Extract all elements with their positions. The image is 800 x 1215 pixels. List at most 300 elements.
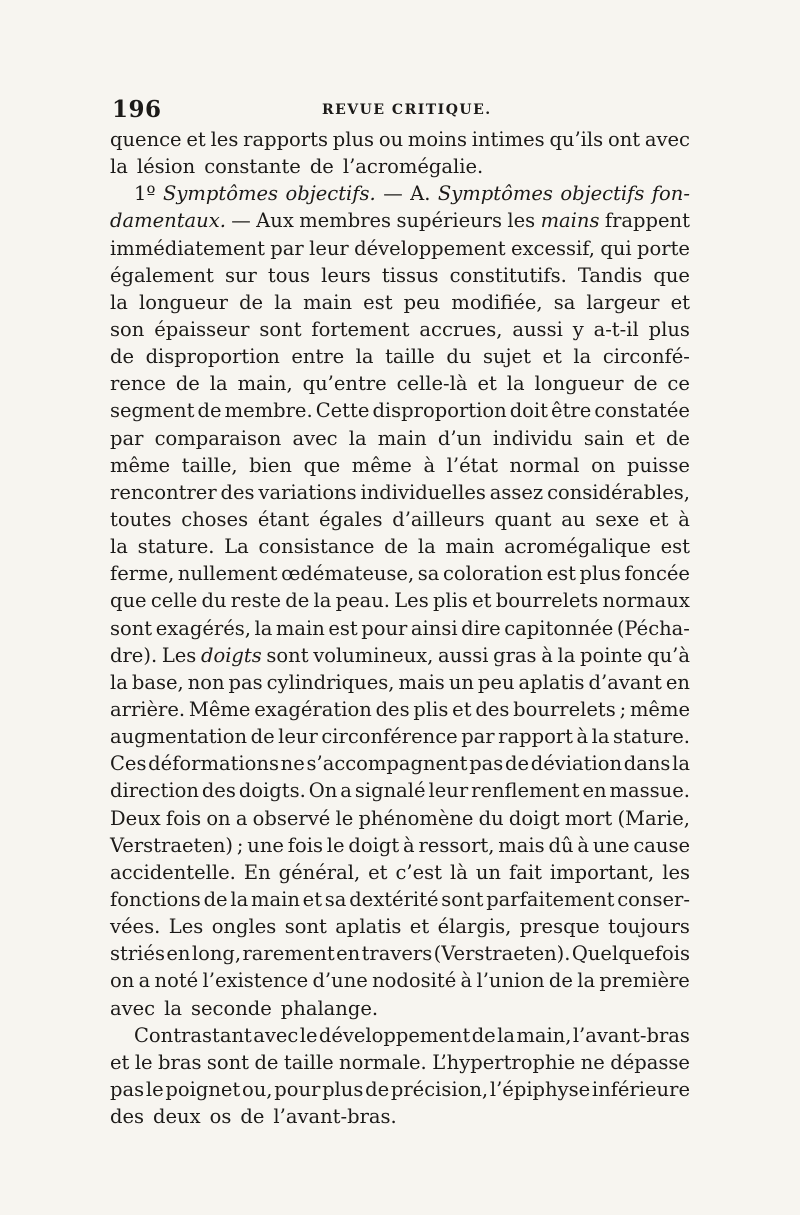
word: quence [110,128,182,151]
word: la [110,155,128,179]
word: bien [249,453,292,477]
word: a [138,969,151,993]
word: sexe [595,507,640,531]
word: segment [110,399,195,423]
word: ce [667,372,690,396]
word: la [355,345,374,369]
word: pour [274,1077,321,1101]
word: disproportion [372,399,507,423]
word: par [110,426,144,450]
text-line [110,180,690,207]
word: l’acromégalie. [342,155,484,179]
word: inférieure [591,1077,690,1101]
word: La [224,535,249,559]
word: c’est [395,860,443,884]
text-line [110,370,690,397]
word: accidentelle. [110,860,236,884]
word: pointe [580,643,643,667]
word: A. [410,182,431,206]
word: élargis, [437,915,512,939]
word: et [477,372,497,396]
word: la [497,1023,515,1047]
word: l’épiphyse [489,1077,591,1101]
word: individu [492,426,573,450]
word: circonfé- [602,345,690,369]
word: plus [579,562,621,586]
word: déformations [148,752,279,776]
word: nodosité [372,969,457,993]
word: la [557,643,576,667]
word: porte [637,236,690,260]
word: y [572,317,584,341]
word: fois [165,806,202,830]
word: de [197,399,222,423]
word: des [220,480,255,504]
word: œdémateuse, [281,562,415,586]
word: à [460,969,473,993]
word: coloration [443,562,543,586]
word: d’avant [588,670,662,694]
word: et [409,915,430,939]
word: individuelles [360,480,486,504]
word: est [660,535,690,559]
word: constitutifs. [449,263,567,287]
word: arrière. [110,697,186,721]
running-title: REVUE CRITIQUE. [322,102,492,118]
word: celle-là [396,372,468,396]
word: striés [110,942,165,966]
word: sont [266,643,309,667]
word: massue. [609,779,690,803]
word: un [448,670,474,694]
word: phalange. [280,996,379,1020]
word: leur [428,779,469,803]
word: doigt [348,833,400,857]
word: base, [131,670,184,694]
word: main, [516,1023,572,1047]
text-line [110,1076,690,1103]
word: la [110,535,128,559]
word: mains [540,209,600,233]
word: la [313,589,332,613]
text-line [110,805,690,832]
word: pour [361,616,408,640]
word: os [209,1105,232,1129]
word: a [340,779,352,803]
word: volumineux, [313,643,434,667]
word: de [254,1050,279,1074]
word: dans [623,752,671,776]
text-line [110,1022,690,1049]
word: l’état [446,453,498,477]
word: aussi [438,643,489,667]
word: tous [267,263,311,287]
text-line [110,886,690,913]
word: vées. [110,915,161,939]
word: de [365,1077,390,1101]
word: ont [607,128,641,151]
word: modifiée, [451,290,543,314]
word: doigt [508,806,560,830]
word: plus [322,1077,364,1101]
word: ressort, [418,833,495,857]
text-line [110,723,690,750]
word: sur [224,263,257,287]
text-line [110,642,690,669]
word: rence [110,372,166,396]
word: et [186,128,206,151]
word: de [285,589,310,613]
word: presque [519,915,600,939]
word: mort [564,806,613,830]
word: supérieurs [396,209,503,233]
text-line [110,262,690,289]
word: Les [394,589,429,613]
word: a [235,806,248,830]
word: première [599,969,690,993]
word: à [423,453,436,477]
word: sa [417,562,440,586]
word: de [505,752,530,776]
word: Symptômes [163,182,279,206]
page-header [112,96,686,122]
word: la [110,290,128,314]
word: stature. [613,725,690,749]
word: qu’à [647,643,690,667]
word: parfaitement [486,887,615,911]
word: par [270,236,304,260]
word: deux [153,1105,201,1129]
word: phénomène [358,806,474,830]
word: important, [549,860,655,884]
word: Verstraeten) [110,833,234,857]
word: intimes [471,128,545,151]
word: les [507,209,536,233]
word: augmentation [110,725,248,749]
word: membres [299,209,392,233]
word: des [475,697,510,721]
text-line [110,506,690,533]
word: acromégalique [504,535,651,559]
word: à [577,833,590,857]
word: frappent [604,209,690,233]
word: leurs [321,263,371,287]
word: toujours [608,915,690,939]
word: et [110,1050,130,1074]
text-line [110,940,690,967]
word: immédiatement [110,236,265,260]
word: que [110,589,147,613]
word: normale. [339,1050,427,1074]
word: doigts. [238,779,306,803]
word: En [243,860,271,884]
text-line [110,777,690,804]
word: entre [291,345,345,369]
word: on [110,969,135,993]
word: de [548,969,573,993]
word: développement [354,236,506,260]
word: au [561,507,586,531]
text-line [110,533,690,560]
word: ongles [211,915,277,939]
word: précision, [390,1077,489,1101]
word: (Verstraeten). [433,942,571,966]
word: Les [168,915,204,939]
word: étant [257,507,310,531]
word: sa [324,887,347,911]
word: stature. [137,535,215,559]
word: la [274,290,293,314]
word: normaux [602,589,690,613]
word: bourrelets [513,697,616,721]
word: conser- [617,887,690,911]
word: avec [644,128,690,151]
word: plus [332,128,375,151]
word: ; [236,833,244,857]
word: et [472,589,492,613]
word: longueur [534,372,624,396]
word: de [250,725,275,749]
text-line [110,967,690,994]
word: avec [292,426,338,450]
word: (Pécha- [616,616,690,640]
word: taille, [181,453,238,477]
word: membre. [224,399,313,423]
word: main [275,616,325,640]
word: toutes [110,507,172,531]
word: doigts [200,643,262,667]
word: la [506,372,525,396]
text-line [110,207,690,234]
word: plis [432,589,468,613]
word: taille [283,1050,334,1074]
word: peu [403,290,441,314]
word: main [377,426,427,450]
word: même [110,453,171,477]
word: long, [191,942,242,966]
word: même [351,453,412,477]
word: rapports [243,128,328,151]
word: et [542,345,562,369]
word: une [247,833,284,857]
word: moins [407,128,467,151]
word: main [250,887,300,911]
word: Quelquefois [571,942,690,966]
word: Aux [256,209,294,233]
word: qu’ils [549,128,604,151]
word: Cette [315,399,370,423]
text-line [110,696,690,723]
word: sont [206,1050,250,1074]
text-line [110,126,690,153]
word: celle [150,589,198,613]
word: du [478,806,504,830]
word: des [201,779,236,803]
word: une [592,833,630,857]
word: d’une [312,969,368,993]
word: leur [278,725,318,749]
word: le [134,1050,153,1074]
word: seconde [190,996,272,1020]
word: les [662,860,690,884]
word: du [446,345,472,369]
word: disproportion [145,345,280,369]
word: et [649,507,669,531]
word: constante [204,155,301,179]
text-line [110,235,690,262]
word: sa [553,290,576,314]
word: l’existence [202,969,309,993]
word: du [201,589,227,613]
word: On [308,779,338,803]
word: de [239,290,264,314]
word: noté [154,969,199,993]
word: est [363,290,393,314]
word: poignet [165,1077,241,1101]
word: de [203,887,228,911]
word: aussi [512,317,563,341]
word: ne [580,1050,605,1074]
word: Symptômes [437,182,553,206]
word: aplatis [335,915,402,939]
word: considérables, [547,480,690,504]
text-line [110,452,690,479]
text-line [110,153,690,180]
word: dépasse [610,1050,690,1074]
word: de [384,535,409,559]
text-line [110,479,690,506]
word: d’ailleurs [392,507,485,531]
text-line [110,587,690,614]
word: signalé [354,779,426,803]
word: que [303,453,341,477]
word: leur [309,236,349,260]
word: exagération [254,697,372,721]
text-line [110,1103,690,1130]
word: son [110,317,145,341]
word: normal [509,453,580,477]
word: accrues, [419,317,503,341]
word: objectifs. [285,182,376,206]
word: l’avant-bras [572,1023,690,1047]
word: peu [477,670,515,694]
word: l’avant-bras. [273,1105,397,1129]
word: qu’entre [302,372,387,396]
word: pas [469,752,504,776]
word: observé [252,806,331,830]
word: — [383,182,403,206]
word: même [629,697,690,721]
word: la [672,752,690,776]
word: damentaux. [110,209,226,233]
word: en [582,779,607,803]
word: s’accompagnent [306,752,468,776]
word: et [635,426,655,450]
word: plus [648,317,690,341]
word: reste [230,589,282,613]
word: — [231,209,251,233]
word: exagérés, [155,616,251,640]
word: dire [461,616,501,640]
word: ou, [242,1077,273,1101]
word: la [577,969,596,993]
word: comparaison [154,426,282,450]
word: et [368,860,388,884]
text-line [110,750,690,777]
word: et [302,887,323,911]
text-line [110,289,690,316]
word: puisse [627,453,690,477]
word: également [110,263,214,287]
word: le [299,1023,318,1047]
word: travers [361,942,433,966]
text-line [110,859,690,886]
word: cause [633,833,690,857]
word: que [653,263,690,287]
word: Même [188,697,251,721]
word: plis [413,697,449,721]
word: pas [110,1077,145,1101]
text-line [110,425,690,452]
word: d’un [437,426,482,450]
word: la [254,616,273,640]
word: ferme, [110,562,175,586]
word: fonctions [110,887,201,911]
word: le [145,1077,164,1101]
word: ou [378,128,404,151]
word: rencontrer [110,480,217,504]
word: qui [600,236,632,260]
word: de [309,155,334,179]
word: fon- [651,182,690,206]
text-line [110,560,690,587]
word: aplatis [518,670,585,694]
word: en [665,670,690,694]
text-line [110,397,690,424]
word: et [670,290,690,314]
word: constatée [594,399,690,423]
word: en [336,942,361,966]
word: fortement [311,317,410,341]
word: (Marie, [617,806,690,830]
word: bras [158,1050,202,1074]
word: de [110,345,135,369]
word: des [110,1105,145,1129]
word: sont [259,317,302,341]
word: largeur [586,290,660,314]
word: par [461,725,495,749]
word: à [678,507,690,531]
word: général, [278,860,361,884]
word: lésion [136,155,196,179]
word: la [348,426,367,450]
word: nullement [177,562,278,586]
word: Les [161,643,197,667]
word: assez [489,480,544,504]
word: épaisseur [154,317,250,341]
page-number: 196 [112,96,162,123]
word: doit [509,399,548,423]
word: dre). [110,643,158,667]
word: sont [284,915,327,939]
word: la [417,535,436,559]
text-line [110,913,690,940]
word: a-t-il [593,317,639,341]
word: l’union [476,969,545,993]
word: avec [253,1023,299,1047]
word: foncée [624,562,690,586]
word: sujet [482,345,531,369]
